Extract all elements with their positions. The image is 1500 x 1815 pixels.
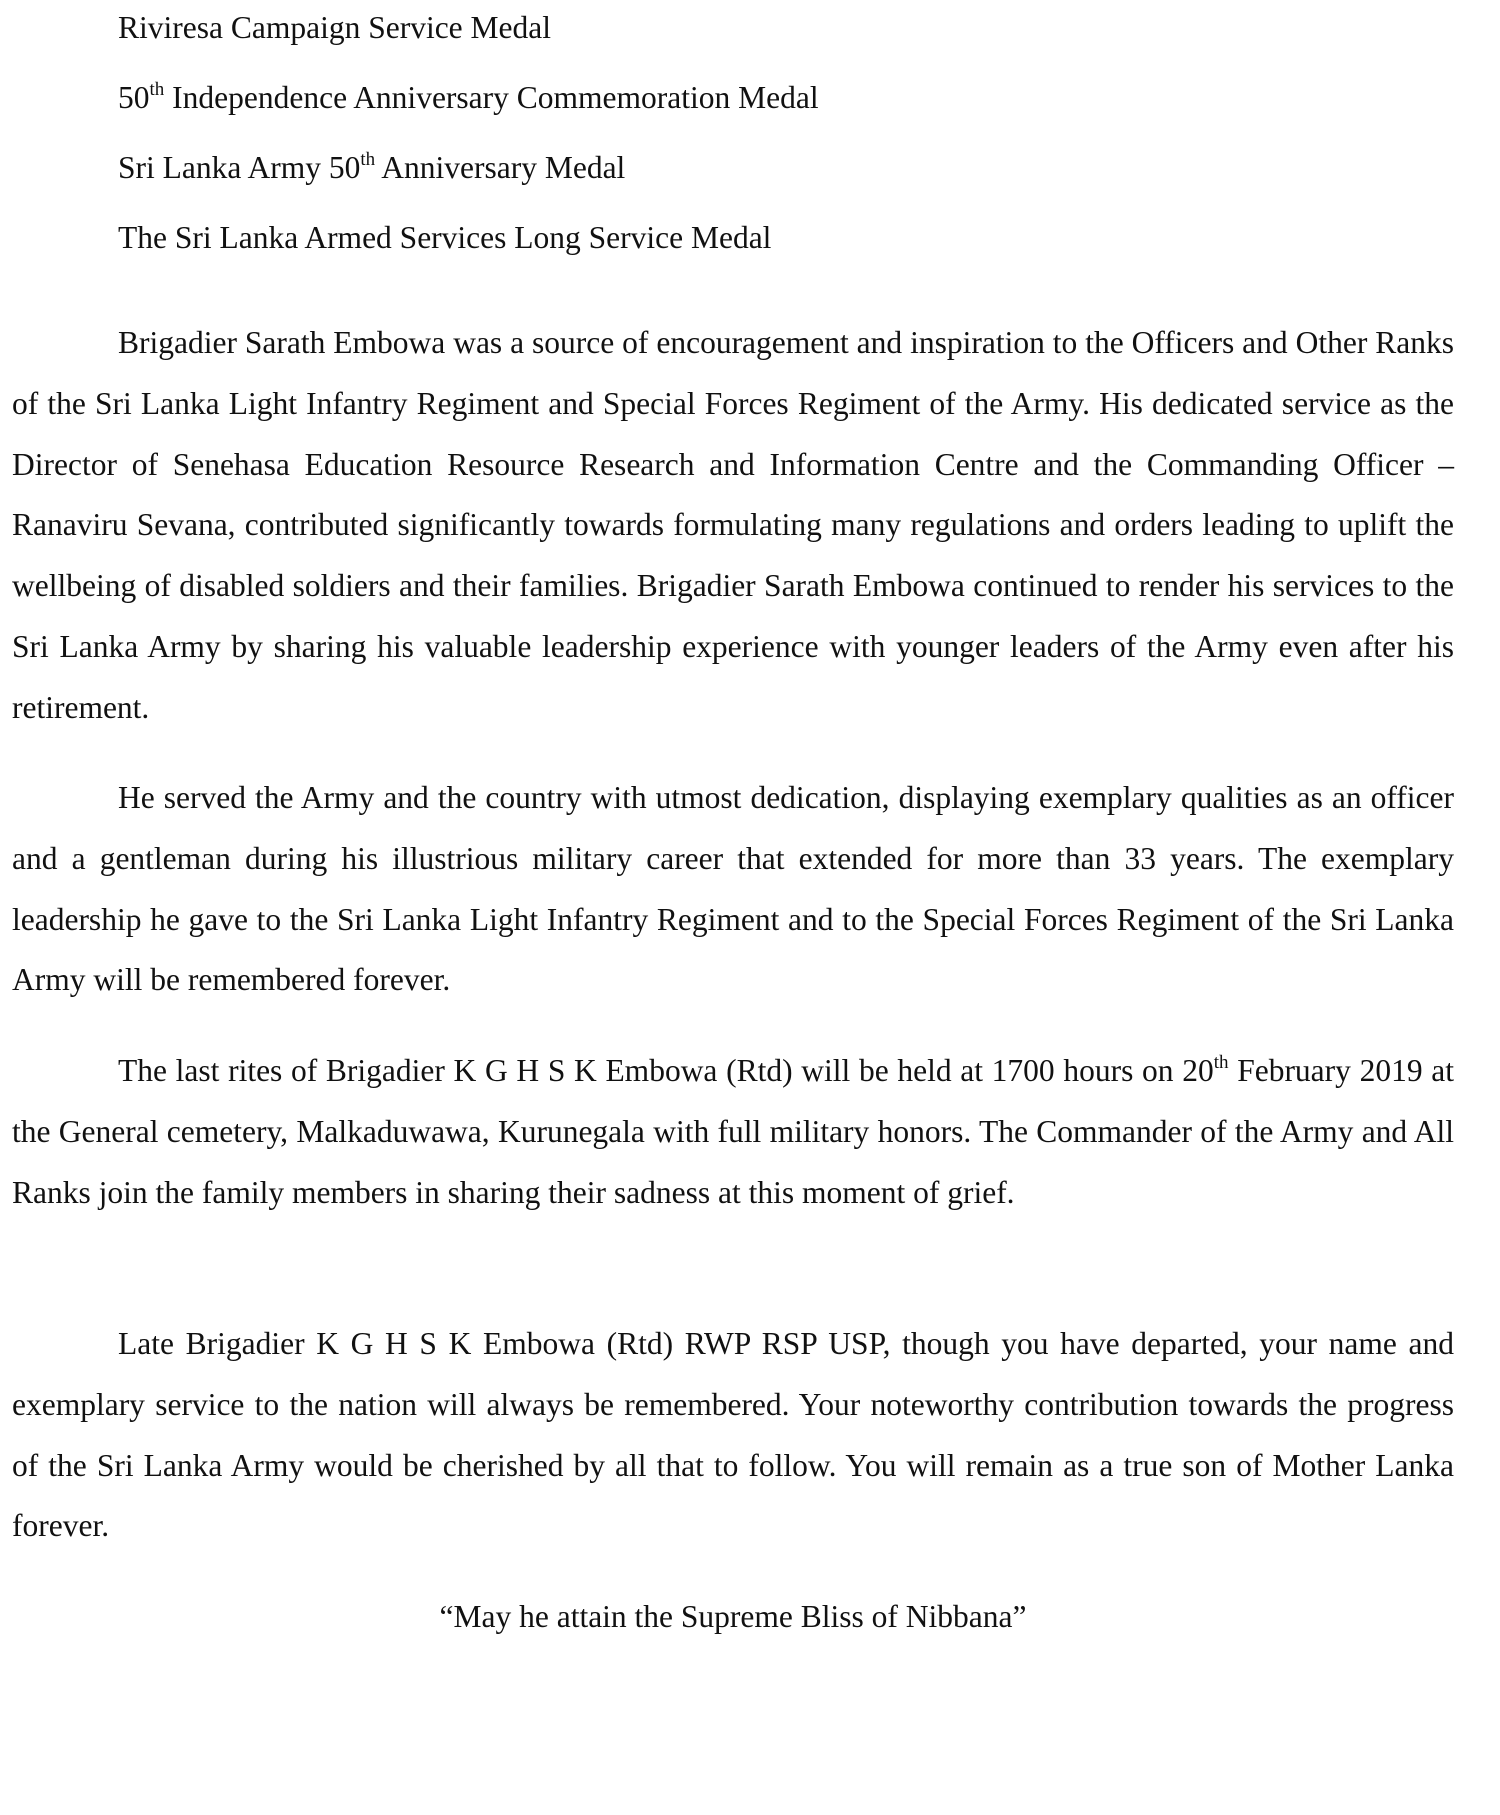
last-rites-text: The last rites of Brigadier K G H S K Embowa (Rtd) will be held at 1700 hours on 20: [118, 1053, 1214, 1088]
ordinal-suffix: th: [1213, 1051, 1229, 1073]
medal-text: Riviresa Campaign Service Medal: [118, 10, 552, 45]
closing-blessing: “May he attain the Supreme Bliss of Nibbana”: [439, 1599, 1027, 1634]
medal-item: [118, 146, 819, 216]
medal-text: Independence Anniversary Commemoration Medal: [164, 80, 819, 115]
medal-text: 50: [118, 80, 150, 115]
paragraph-service: Brigadier Sarath Embowa was a source of encouragement and inspiration to the Officers and Other Ranks of the Sri Lanka Light Infantry Regiment and Special Forces Regiment of the Army. His dedicated service as the Director of Senehasa Education Resource Research and Information Centre and the Commanding Officer – Ranaviru Sevana, contributed significantly towards formulating many regulations and orders leading to uplift the wellbeing of disabled soldiers and their families. Brigadier Sarath Embowa continued to render his services to the Sri Lanka Army by sharing his valuable leadership experience with younger leaders of the Army even after his retirement.: [12, 325, 1454, 725]
paragraph-tribute: Late Brigadier K G H S K Embowa (Rtd) RWP RSP USP, though you have departed, your name and exemplary service to the nation will always be remembered. Your noteworthy contribution towards the progress of the Sri Lanka Army would be cherished by all that to follow. You will remain as a true son of Mother Lanka forever.: [12, 1326, 1454, 1544]
medal-item: [118, 76, 819, 146]
paragraph-last-rites: [12, 1041, 1454, 1223]
medal-text: Sri Lanka Army 50: [118, 150, 361, 185]
medal-text: The Sri Lanka Armed Services Long Service Medal: [118, 220, 772, 255]
paragraph-dedication: He served the Army and the country with utmost dedication, displaying exemplary qualities as an officer and a gentleman during his illustrious military career that extended for more than 33 years. The exemplary leadership he gave to the Sri Lanka Light Infantry Regiment and to the Special Forces Regiment of the Sri Lanka Army will be remembered forever.: [12, 780, 1454, 998]
medal-text: Anniversary Medal: [375, 150, 626, 185]
ordinal-suffix: th: [149, 78, 165, 100]
medal-item: [118, 216, 819, 286]
medal-item: [118, 6, 819, 76]
medal-list: [118, 6, 819, 286]
last-rites-text: February 2019 at the General cemetery, Malkaduwawa, Kurunegala with full military honors. The Commander of the Army and All Ranks join the family members in sharing their sadness at this moment of grief.: [12, 1053, 1454, 1210]
ordinal-suffix: th: [360, 148, 376, 170]
